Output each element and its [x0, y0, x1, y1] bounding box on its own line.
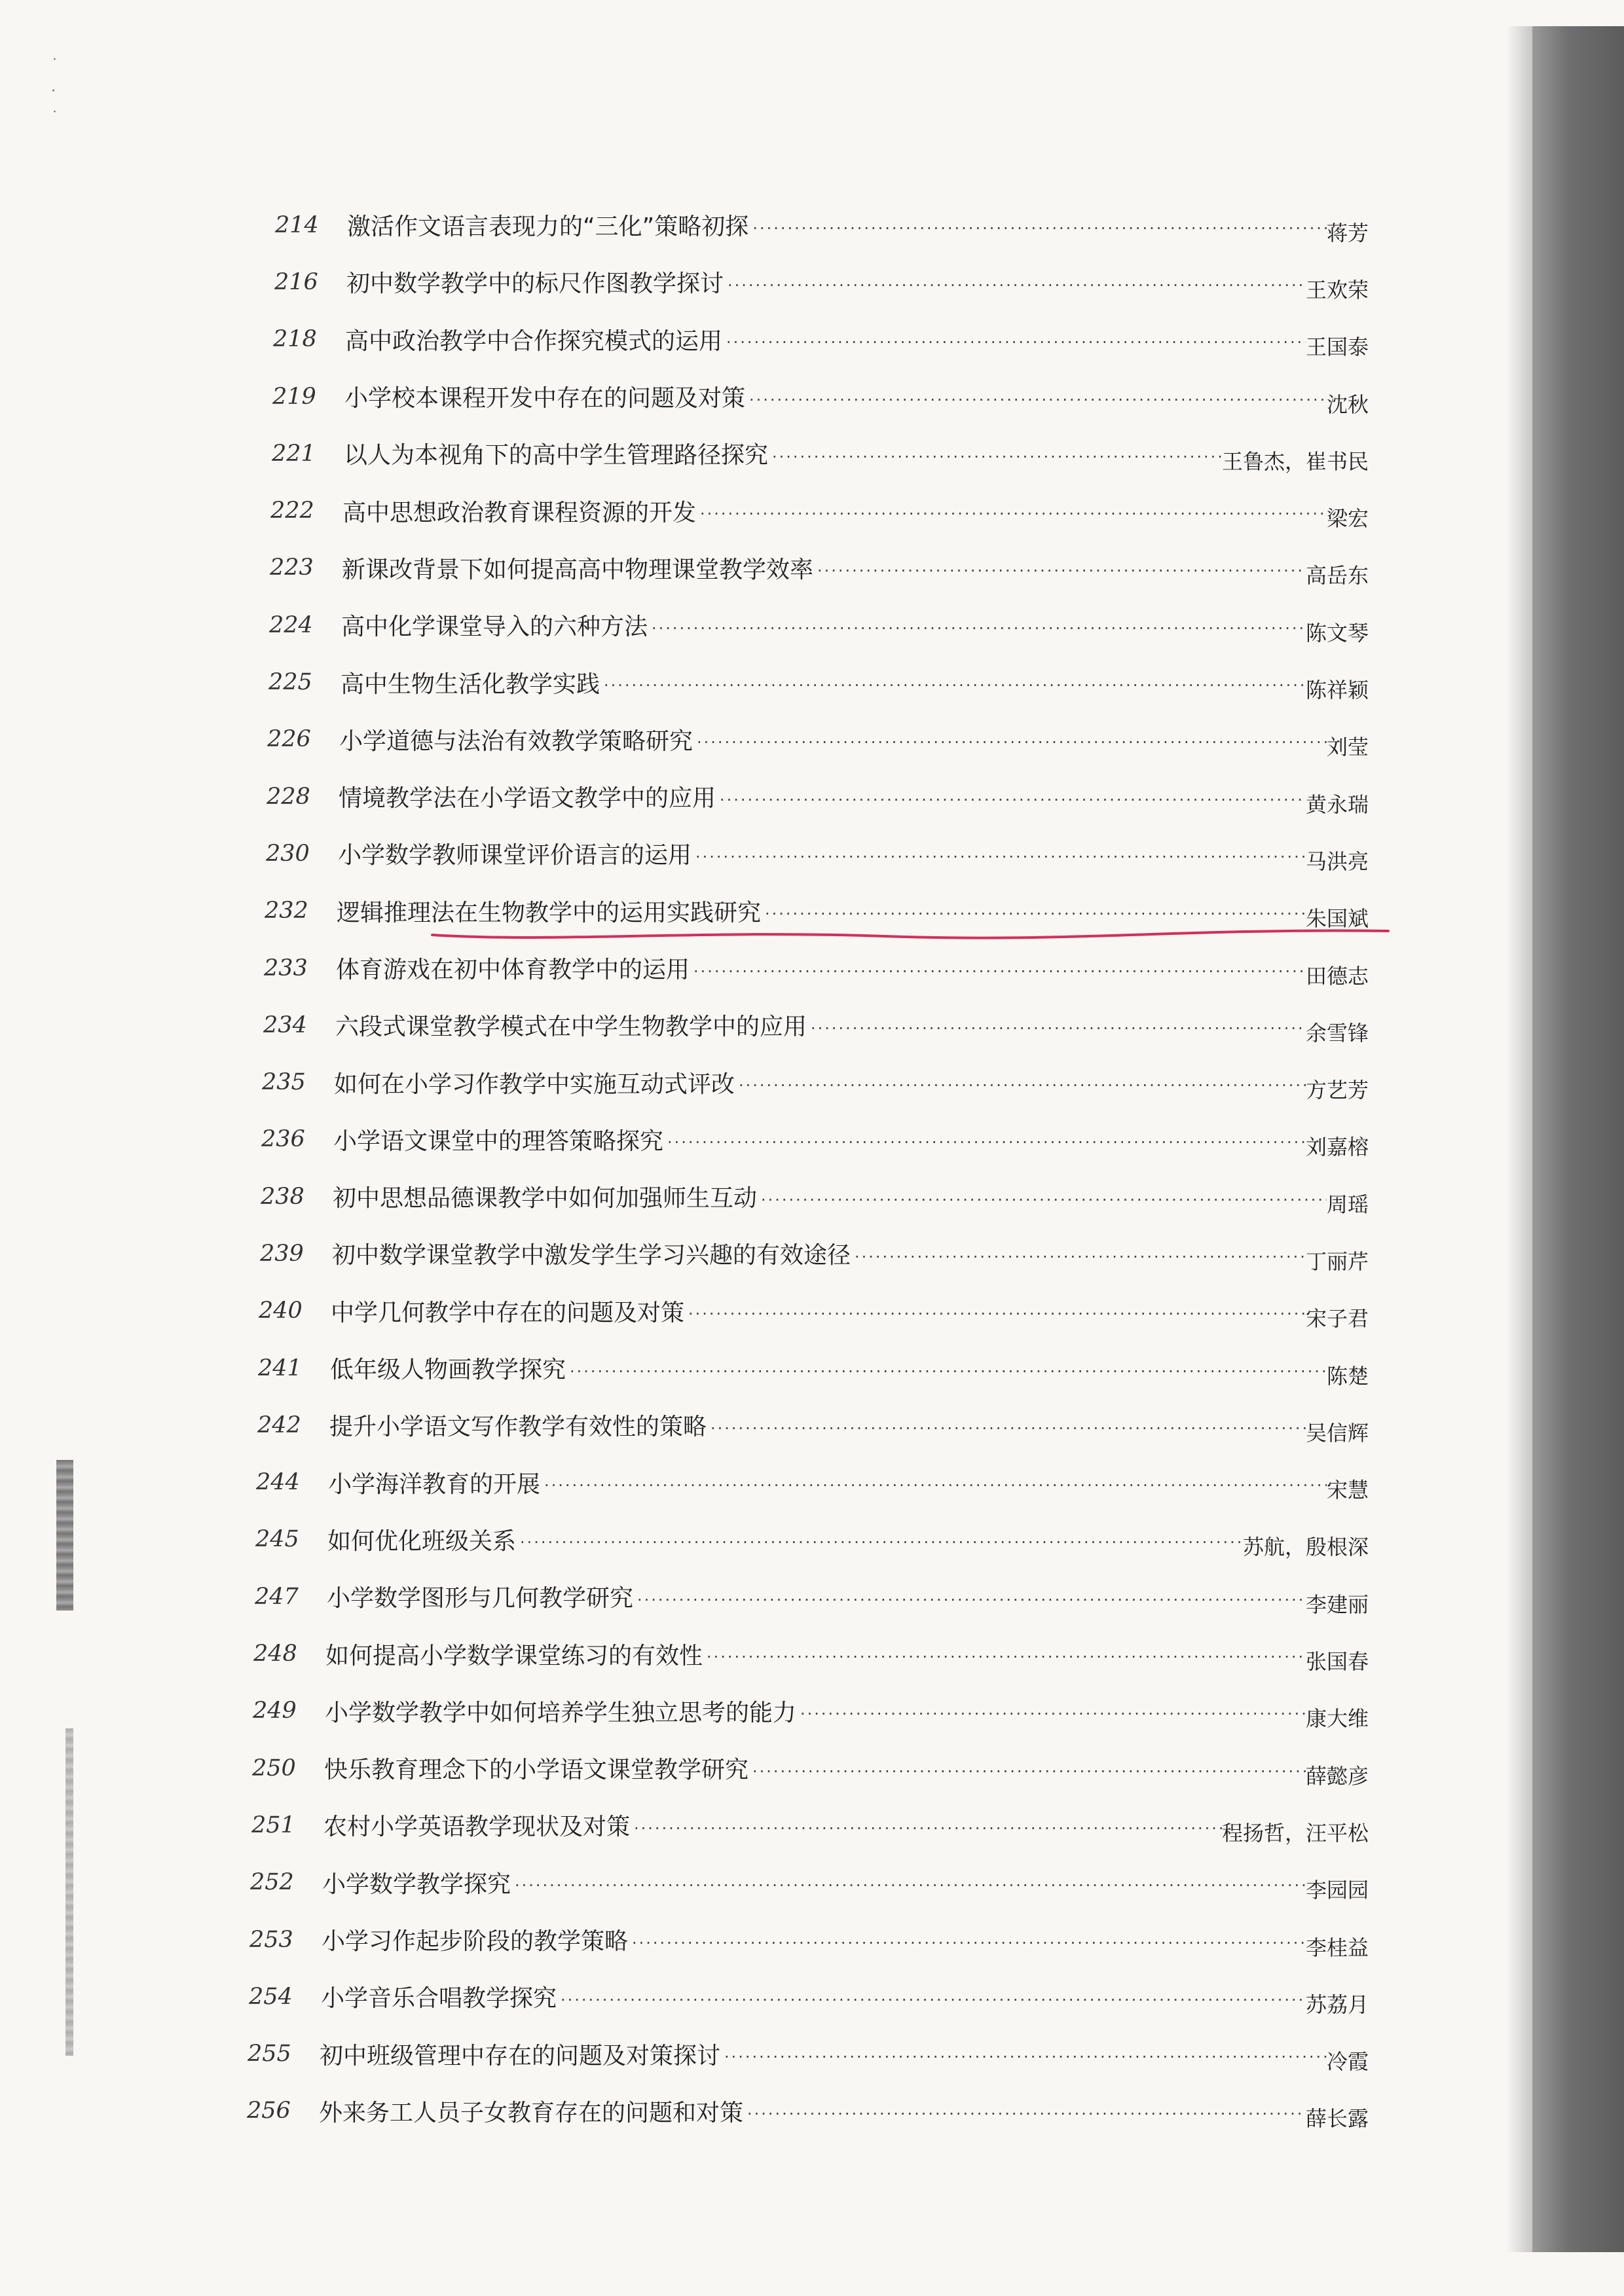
toc-title: 小学数学教学探究 [322, 1870, 511, 1898]
toc-page-number: 214 [275, 211, 319, 238]
toc-entry [270, 539, 1369, 596]
toc-entry [261, 1168, 1369, 1225]
toc-author: 李园园 [1305, 1878, 1369, 1903]
toc-title: 中学几何教学中存在的问题及对策 [331, 1299, 685, 1326]
toc-author: 宋子君 [1305, 1306, 1369, 1332]
toc-page-number: 233 [264, 955, 308, 981]
toc-entry [263, 996, 1369, 1053]
toc-entry [267, 711, 1369, 768]
toc-title: 小学数学教学中如何培养学生独立思考的能力 [325, 1699, 797, 1726]
toc-leader-dots [716, 791, 1306, 809]
toc-title: 提升小学语文写作教学有效性的策略 [329, 1413, 707, 1441]
scan-speck-marks: ˙ · ˙ [51, 57, 58, 126]
toc-title: 初中思想品德课教学中如何加强师生互动 [333, 1185, 758, 1212]
toc-title: 六段式课堂教学模式在中学生物教学中的应用 [335, 1013, 807, 1041]
toc-leader-dots [768, 448, 1222, 466]
toc-page-number: 251 [251, 1812, 295, 1838]
toc-author: 丁丽芹 [1305, 1248, 1369, 1274]
handwritten-underline [426, 917, 1395, 949]
toc-author: 宋慧 [1326, 1478, 1369, 1503]
toc-page-number: 254 [249, 1983, 293, 2010]
toc-entry [261, 1111, 1369, 1168]
toc-title: 快乐教育理念下的小学语文课堂教学研究 [324, 1757, 749, 1784]
toc-page-number: 241 [258, 1355, 302, 1381]
toc-author: 蒋芳 [1326, 220, 1369, 246]
toc-author: 张国春 [1305, 1649, 1369, 1675]
toc-author: 陈祥颖 [1305, 678, 1369, 703]
toc-author: 王国泰 [1305, 335, 1369, 360]
toc-entry [274, 253, 1369, 310]
toc-author: 苏荔月 [1305, 1992, 1369, 2017]
toc-title: 激活作文语言表现力的“三化”策略初探 [347, 213, 749, 241]
toc-title: 小学数学教师课堂评价语言的运用 [338, 842, 692, 869]
toc-author: 陈楚 [1326, 1363, 1369, 1389]
toc-author: 薛懿彦 [1305, 1763, 1369, 1789]
toc-leader-dots [743, 2105, 1306, 2123]
toc-entry [260, 1225, 1369, 1282]
toc-entry [269, 596, 1369, 653]
toc-leader-dots [748, 1762, 1306, 1781]
toc-page-number: 224 [269, 611, 313, 638]
toc-leader-dots [696, 505, 1327, 523]
toc-leader-dots [684, 1305, 1306, 1323]
toc-title: 外来务工人员子女教育存在的问题和对策 [319, 2099, 744, 2126]
toc-page-number: 219 [272, 383, 316, 410]
scan-shadow-edge [1506, 26, 1532, 2252]
toc-entry [259, 1283, 1369, 1339]
toc-page-number: 252 [250, 1869, 294, 1896]
toc-page-number: 256 [247, 2098, 291, 2124]
toc-title: 小学语文课堂中的理答策略探究 [333, 1127, 664, 1155]
toc-page-number: 244 [256, 1469, 300, 1496]
toc-author: 刘嘉榕 [1305, 1135, 1369, 1160]
toc-entry [266, 825, 1369, 882]
toc-entry [257, 1396, 1369, 1453]
toc-entry [255, 1568, 1369, 1625]
toc-leader-dots [807, 1019, 1306, 1038]
toc-title: 低年级人物画教学探究 [330, 1357, 566, 1384]
toc-author: 冷霞 [1326, 2049, 1369, 2075]
toc-page-number: 238 [261, 1183, 304, 1210]
toc-title: 以人为本视角下的高中学生管理路径探究 [344, 442, 769, 469]
toc-title: 体育游戏在初中体育教学中的运用 [336, 957, 690, 983]
toc-leader-dots [745, 391, 1327, 409]
toc-entry [253, 1625, 1369, 1682]
toc-leader-dots [703, 1648, 1306, 1666]
toc-author: 朱国斌 [1305, 906, 1369, 932]
toc-leader-dots [566, 1362, 1327, 1381]
toc-title: 高中思想政治教育课程资源的开发 [342, 499, 697, 526]
toc-page-number: 222 [270, 498, 314, 524]
toc-title: 如何优化班级关系 [327, 1527, 517, 1555]
toc-entry [275, 196, 1369, 253]
toc-entry [268, 653, 1369, 710]
toc-leader-dots [690, 962, 1306, 981]
toc-entry [256, 1454, 1369, 1511]
toc-leader-dots [630, 1819, 1222, 1838]
toc-title: 小学数学图形与几何教学研究 [327, 1585, 634, 1613]
toc-author: 余雪锋 [1305, 1020, 1369, 1046]
toc-leader-dots [720, 2048, 1327, 2066]
toc-entry [248, 2026, 1369, 2083]
table-of-contents [247, 196, 1369, 2140]
toc-author: 程扬哲，汪平松 [1221, 1820, 1369, 1846]
toc-author: 王欢荣 [1305, 277, 1369, 302]
toc-entry [249, 1968, 1369, 2025]
toc-leader-dots [557, 1991, 1306, 2009]
toc-page-number: 234 [263, 1011, 307, 1038]
toc-entry [249, 1911, 1369, 1968]
toc-entry [258, 1339, 1369, 1396]
toc-author: 周瑶 [1326, 1192, 1369, 1217]
toc-page-number: 225 [268, 669, 312, 696]
toc-author: 田德志 [1305, 963, 1369, 989]
toc-title: 小学音乐合唱教学探究 [321, 1985, 557, 2013]
toc-author: 王鲁杰，崔书民 [1221, 448, 1369, 474]
toc-page-number: 223 [270, 555, 314, 581]
toc-author: 陈文琴 [1305, 620, 1369, 646]
toc-title: 小学校本课程开发中存在的问题及对策 [344, 385, 746, 412]
toc-entry [252, 1740, 1369, 1796]
toc-page-number: 245 [255, 1526, 299, 1553]
toc-author: 黄永瑞 [1305, 792, 1369, 817]
toc-leader-dots [757, 1191, 1327, 1209]
toc-leader-dots [540, 1476, 1327, 1495]
toc-page-number: 248 [253, 1641, 297, 1667]
toc-leader-dots [693, 733, 1327, 752]
toc-author: 马洪亮 [1305, 848, 1369, 874]
toc-leader-dots [748, 219, 1327, 238]
toc-author: 高岳东 [1305, 563, 1369, 589]
toc-page-number: 242 [257, 1412, 301, 1438]
toc-entry [262, 1053, 1369, 1110]
toc-title: 初中班级管理中存在的问题及对策探讨 [320, 2042, 721, 2069]
toc-entry [247, 2083, 1369, 2140]
toc-page-number: 235 [262, 1069, 306, 1096]
toc-entry [253, 1683, 1369, 1740]
toc-title: 新课改背景下如何提高高中物理课堂教学效率 [342, 556, 814, 583]
toc-leader-dots [516, 1533, 1243, 1552]
toc-title: 如何在小学习作教学中实施互动式评改 [334, 1070, 735, 1098]
toc-title: 初中数学课堂教学中激发学生学习兴趣的有效途径 [332, 1242, 851, 1269]
toc-title: 农村小学英语教学现状及对策 [323, 1813, 631, 1841]
toc-entry [267, 768, 1369, 825]
toc-title: 小学道德与法治有效教学策略研究 [339, 727, 693, 755]
toc-title: 小学海洋教育的开展 [328, 1470, 541, 1498]
toc-author: 李桂益 [1305, 1935, 1369, 1960]
toc-title: 逻辑推理法在生物教学中的运用实践研究 [337, 899, 762, 926]
toc-leader-dots [628, 1934, 1306, 1952]
toc-author: 李建丽 [1305, 1592, 1369, 1617]
toc-page-number: 255 [248, 2041, 291, 2068]
toc-leader-dots [633, 1591, 1306, 1609]
toc-leader-dots [511, 1876, 1306, 1895]
toc-entry [272, 425, 1369, 482]
toc-entry [273, 311, 1369, 368]
toc-page-number: 218 [273, 326, 317, 353]
toc-author: 苏航，殷根深 [1242, 1535, 1369, 1560]
toc-page-number: 239 [260, 1240, 304, 1267]
toc-page-number: 216 [274, 268, 318, 295]
toc-title: 高中化学课堂导入的六种方法 [341, 613, 648, 641]
toc-author: 吴信辉 [1305, 1420, 1369, 1446]
toc-leader-dots [648, 619, 1306, 638]
toc-page-number: 232 [265, 898, 308, 924]
toc-author: 梁宏 [1326, 506, 1369, 532]
binding-scan-mark [56, 1460, 73, 1611]
toc-page-number: 240 [259, 1298, 303, 1324]
toc-entry [251, 1796, 1369, 1853]
toc-title: 如何提高小学数学课堂练习的有效性 [325, 1642, 703, 1669]
toc-entry [250, 1854, 1369, 1911]
toc-entry [255, 1511, 1369, 1568]
binding-scan-mark-faint [65, 1728, 73, 2056]
toc-author: 刘莹 [1326, 735, 1369, 760]
toc-author: 方艺芳 [1305, 1078, 1369, 1103]
toc-page-number: 250 [252, 1755, 296, 1781]
toc-page-number: 230 [266, 840, 310, 867]
toc-leader-dots [600, 676, 1306, 695]
scan-shadow-band [1532, 26, 1624, 2252]
toc-author: 沈秋 [1326, 392, 1369, 417]
toc-author: 康大维 [1305, 1706, 1369, 1732]
toc-author: 薛长露 [1305, 2106, 1369, 2132]
toc-leader-dots [692, 848, 1306, 866]
toc-leader-dots [724, 276, 1306, 295]
toc-entry [270, 482, 1369, 539]
toc-leader-dots [796, 1705, 1306, 1723]
toc-page-number: 228 [267, 783, 310, 810]
toc-leader-dots [851, 1248, 1306, 1266]
toc-title: 高中生物生活化教学实践 [341, 670, 600, 698]
toc-leader-dots [735, 1076, 1306, 1095]
toc-page-number: 247 [255, 1583, 299, 1610]
toc-leader-dots [813, 562, 1306, 580]
toc-title: 初中数学教学中的标尺作图教学探讨 [346, 270, 724, 298]
toc-leader-dots [722, 333, 1306, 352]
toc-leader-dots [707, 1419, 1306, 1438]
toc-entry [272, 368, 1369, 425]
toc-title: 情境教学法在小学语文教学中的应用 [339, 785, 716, 812]
toc-page-number: 253 [249, 1926, 293, 1953]
toc-page-number: 226 [267, 726, 311, 753]
toc-title: 高中政治教学中合作探究模式的运用 [345, 327, 723, 355]
toc-page-number: 236 [261, 1126, 305, 1153]
toc-leader-dots [663, 1133, 1306, 1152]
toc-page-number: 221 [272, 440, 316, 467]
toc-title: 小学习作起步阶段的教学策略 [322, 1928, 629, 1956]
toc-page-number: 249 [253, 1698, 297, 1724]
